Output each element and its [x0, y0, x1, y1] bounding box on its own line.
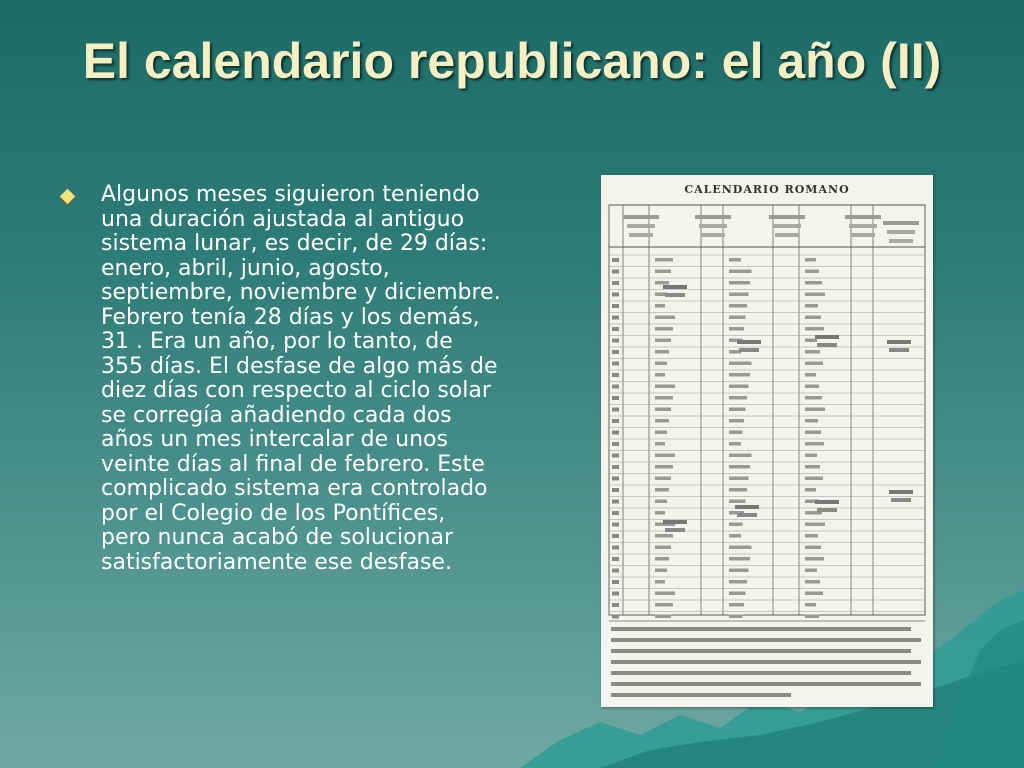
bullet-text: Algunos meses siguieron teniendo una duración ajustada al antiguo sistema lunar, es decir, de 29 días: enero, abril, junio, agosto, septiembre, noviembre y diciembre. Febrero tenía 28 días y los demás, 31 . Era un año, por lo tanto, de 355 días. El desfase de algo más de diez días con respecto al ciclo solar se corregía añadiendo cada dos años un mes intercalar de unos veinte días al final de febrero. Este complicado sistema era controlado por el Colegio de los Pontífices, pero nunca acabó de solucionar satisfactoriamente ese desfase. [101, 182, 501, 575]
slide-title: El calendario republicano: el año (II) [82, 33, 942, 89]
roman-calendar-image [601, 175, 933, 707]
diamond-bullet-icon [60, 189, 76, 205]
calendar-table-graphic [601, 175, 933, 707]
calendar-image-title: CALENDARIO ROMANO [684, 183, 850, 196]
